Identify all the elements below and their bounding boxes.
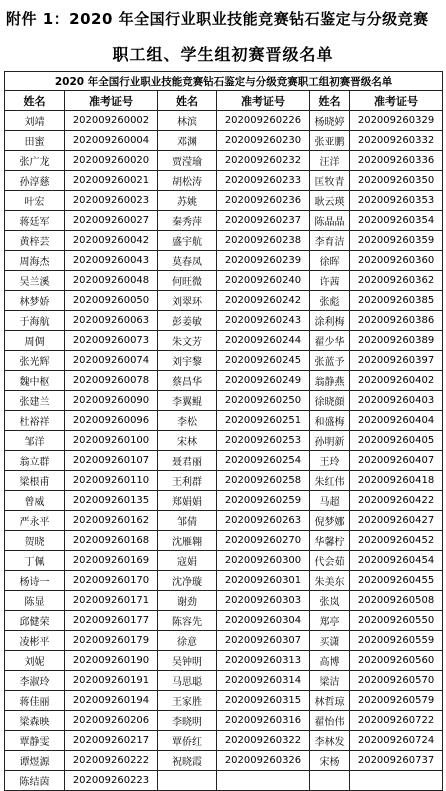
cell-exam-id: 202009260313: [217, 651, 310, 671]
table-row: [5, 511, 443, 531]
cell-name: 周海杰: [5, 251, 65, 271]
cell-exam-id: 202009260240: [217, 271, 310, 291]
column-header-name: 姓名: [5, 91, 65, 111]
cell-exam-id: 202009260242: [217, 291, 310, 311]
cell-name: 张广龙: [5, 151, 65, 171]
cell-name: 涂利梅: [310, 311, 350, 331]
cell-exam-id: 202009260110: [65, 471, 158, 491]
cell-exam-id: 202009260243: [217, 311, 310, 331]
table-row: [5, 611, 443, 631]
cell-exam-id: 202009260737: [350, 751, 443, 771]
cell-name: 陈显: [5, 591, 65, 611]
cell-exam-id: 202009260253: [217, 431, 310, 451]
cell-exam-id: 202009260232: [217, 151, 310, 171]
cell-exam-id: 202009260027: [65, 211, 158, 231]
table-row: [5, 211, 443, 231]
cell-name: 代会茹: [310, 551, 350, 571]
cell-name: 孙淳慈: [5, 171, 65, 191]
column-header-exam-id: 准考证号: [65, 91, 158, 111]
column-header-exam-id: 准考证号: [217, 91, 310, 111]
cell-exam-id: 202009260454: [350, 551, 443, 571]
cell-exam-id: 202009260570: [350, 671, 443, 691]
cell-name: 许茜: [310, 271, 350, 291]
cell-exam-id: 202009260397: [350, 351, 443, 371]
document-heading: 附件 1：2020 年全国行业职业技能竞赛钻石鉴定与分级竞赛: [6, 10, 429, 28]
cell-exam-id: 202009260171: [65, 591, 158, 611]
cell-name: 徐晖: [310, 251, 350, 271]
cell-name: 杜裕祥: [5, 411, 65, 431]
table-row: [5, 451, 443, 471]
table-row: [5, 691, 443, 711]
table-row: [5, 351, 443, 371]
cell-name: 凌彬平: [5, 631, 65, 651]
document-subheading: 职工组、学生组初赛晋级名单: [112, 45, 334, 64]
cell-exam-id: 202009260169: [65, 551, 158, 571]
table-row: [5, 371, 443, 391]
cell-exam-id: 202009260579: [350, 691, 443, 711]
cell-exam-id: 202009260362: [350, 271, 443, 291]
cell-name: 陈晶晶: [310, 211, 350, 231]
cell-name: 李翼鲲: [158, 391, 217, 411]
cell-exam-id: 202009260560: [350, 651, 443, 671]
cell-name: 叶宏: [5, 191, 65, 211]
cell-exam-id: 202009260315: [217, 691, 310, 711]
cell-exam-id: 202009260550: [350, 611, 443, 631]
cell-name: 汪洋: [310, 151, 350, 171]
cell-exam-id: 202009260217: [65, 731, 158, 751]
cell-name: 曾威: [5, 491, 65, 511]
table-row: [5, 711, 443, 731]
cell-name: 何旺微: [158, 271, 217, 291]
cell-exam-id: 202009260350: [350, 171, 443, 191]
cell-exam-id: 202009260074: [65, 351, 158, 371]
cell-exam-id: 202009260191: [65, 671, 158, 691]
table-row: [5, 771, 443, 791]
cell-name: 梁根甫: [5, 471, 65, 491]
cell-name: 郑娟娟: [158, 491, 217, 511]
cell-name: 王玲: [310, 451, 350, 471]
cell-exam-id: 202009260023: [65, 191, 158, 211]
cell-name: 翟怡伟: [310, 711, 350, 731]
cell-exam-id: [217, 771, 310, 791]
cell-exam-id: 202009260168: [65, 531, 158, 551]
table-header-row: [5, 91, 443, 111]
table-row: [5, 331, 443, 351]
cell-exam-id: 202009260073: [65, 331, 158, 351]
cell-exam-id: 202009260179: [65, 631, 158, 651]
cell-name: 李松: [158, 411, 217, 431]
cell-name: 翁静燕: [310, 371, 350, 391]
table-body: [5, 111, 443, 791]
table-row: [5, 531, 443, 551]
cell-exam-id: 202009260043: [65, 251, 158, 271]
cell-exam-id: 202009260190: [65, 651, 158, 671]
cell-exam-id: 202009260249: [217, 371, 310, 391]
cell-exam-id: 202009260385: [350, 291, 443, 311]
cell-exam-id: 202009260422: [350, 491, 443, 511]
cell-exam-id: [350, 771, 443, 791]
table-row: [5, 671, 443, 691]
cell-name: 李林发: [310, 731, 350, 751]
cell-name: 莫春凤: [158, 251, 217, 271]
cell-name: 耿云瑛: [310, 191, 350, 211]
cell-exam-id: 202009260021: [65, 171, 158, 191]
cell-exam-id: 202009260314: [217, 671, 310, 691]
cell-exam-id: 202009260170: [65, 571, 158, 591]
cell-name: 秦秀萍: [158, 211, 217, 231]
cell-name: 田蜜: [5, 131, 65, 151]
cell-exam-id: 202009260455: [350, 571, 443, 591]
cell-name: 丁佩: [5, 551, 65, 571]
table-row: [5, 251, 443, 271]
cell-exam-id: 202009260107: [65, 451, 158, 471]
cell-exam-id: 202009260389: [350, 331, 443, 351]
cell-name: 张亚鹏: [310, 131, 350, 151]
table-row: [5, 411, 443, 431]
cell-exam-id: 202009260090: [65, 391, 158, 411]
cell-exam-id: 202009260258: [217, 471, 310, 491]
cell-name: 朱文芳: [158, 331, 217, 351]
cell-exam-id: 202009260332: [350, 131, 443, 151]
cell-exam-id: 202009260359: [350, 231, 443, 251]
cell-exam-id: 202009260233: [217, 171, 310, 191]
table-row: [5, 391, 443, 411]
cell-exam-id: 202009260177: [65, 611, 158, 631]
cell-name: 徐意: [158, 631, 217, 651]
column-header-exam-id: 准考证号: [350, 91, 443, 111]
cell-name: 黄梓芸: [5, 231, 65, 251]
cell-name: 张建兰: [5, 391, 65, 411]
cell-name: 于海航: [5, 311, 65, 331]
cell-exam-id: 202009260307: [217, 631, 310, 651]
cell-name: 匡牧青: [310, 171, 350, 191]
table-row: [5, 131, 443, 151]
cell-exam-id: 202009260239: [217, 251, 310, 271]
cell-exam-id: 202009260386: [350, 311, 443, 331]
cell-name: 宋杨: [310, 751, 350, 771]
cell-exam-id: 202009260063: [65, 311, 158, 331]
cell-exam-id: 202009260404: [350, 411, 443, 431]
cell-name: 陈结茵: [5, 771, 65, 791]
table-row: [5, 171, 443, 191]
cell-exam-id: 202009260508: [350, 591, 443, 611]
cell-name: 贺晓: [5, 531, 65, 551]
cell-name: 陈容先: [158, 611, 217, 631]
cell-exam-id: 202009260304: [217, 611, 310, 631]
cell-name: 郑亭: [310, 611, 350, 631]
cell-name: 刘宇黎: [158, 351, 217, 371]
cell-exam-id: 202009260405: [350, 431, 443, 451]
cell-name: 王利群: [158, 471, 217, 491]
table-row: [5, 111, 443, 131]
cell-exam-id: 202009260162: [65, 511, 158, 531]
cell-exam-id: 202009260002: [65, 111, 158, 131]
table-row: [5, 231, 443, 251]
cell-name: 李晓明: [158, 711, 217, 731]
cell-name: 严永平: [5, 511, 65, 531]
cell-name: 祝晓霞: [158, 751, 217, 771]
cell-name: 谢劲: [158, 591, 217, 611]
cell-name: 邱健荣: [5, 611, 65, 631]
cell-exam-id: 202009260250: [217, 391, 310, 411]
cell-name: 朱红伟: [310, 471, 350, 491]
cell-name: 张彪: [310, 291, 350, 311]
cell-exam-id: 202009260360: [350, 251, 443, 271]
cell-name: [310, 771, 350, 791]
cell-exam-id: 202009260724: [350, 731, 443, 751]
cell-name: 杨诗一: [5, 571, 65, 591]
cell-exam-id: 202009260004: [65, 131, 158, 151]
cell-name: 刘靖: [5, 111, 65, 131]
cell-exam-id: 202009260100: [65, 431, 158, 451]
cell-name: 宋林: [158, 431, 217, 451]
cell-name: 魏中枢: [5, 371, 65, 391]
cell-exam-id: 202009260259: [217, 491, 310, 511]
cell-exam-id: 202009260418: [350, 471, 443, 491]
cell-name: 盛宇航: [158, 231, 217, 251]
cell-exam-id: 202009260245: [217, 351, 310, 371]
cell-name: 寇娟: [158, 551, 217, 571]
cell-name: 周倜: [5, 331, 65, 351]
cell-exam-id: 202009260096: [65, 411, 158, 431]
cell-name: 买潇: [310, 631, 350, 651]
table-row: [5, 571, 443, 591]
cell-name: 王家胜: [158, 691, 217, 711]
cell-exam-id: 202009260020: [65, 151, 158, 171]
cell-name: 贾滢瑜: [158, 151, 217, 171]
cell-exam-id: 202009260206: [65, 711, 158, 731]
cell-exam-id: 202009260316: [217, 711, 310, 731]
cell-name: 聂君丽: [158, 451, 217, 471]
cell-exam-id: 202009260270: [217, 531, 310, 551]
cell-name: 吴钟明: [158, 651, 217, 671]
cell-exam-id: 202009260230: [217, 131, 310, 151]
cell-name: 高博: [310, 651, 350, 671]
table-row: [5, 431, 443, 451]
table-row: [5, 731, 443, 751]
table-row: [5, 291, 443, 311]
cell-name: 李育洁: [310, 231, 350, 251]
cell-exam-id: 202009260222: [65, 751, 158, 771]
cell-name: 倪梦娜: [310, 511, 350, 531]
cell-name: 徐晓顔: [310, 391, 350, 411]
cell-exam-id: 202009260226: [217, 111, 310, 131]
cell-exam-id: 202009260722: [350, 711, 443, 731]
cell-name: 翟少华: [310, 331, 350, 351]
cell-name: [158, 771, 217, 791]
cell-name: 梁洁: [310, 671, 350, 691]
table-row: [5, 651, 443, 671]
table-row: [5, 751, 443, 771]
cell-name: 朱美东: [310, 571, 350, 591]
cell-exam-id: 202009260322: [217, 731, 310, 751]
cell-name: 梁森映: [5, 711, 65, 731]
table-row: [5, 151, 443, 171]
cell-name: 吴兰溪: [5, 271, 65, 291]
cell-name: 覃侨红: [158, 731, 217, 751]
cell-name: 蔡昌华: [158, 371, 217, 391]
cell-exam-id: 202009260135: [65, 491, 158, 511]
table-row: [5, 191, 443, 211]
cell-exam-id: 202009260078: [65, 371, 158, 391]
column-header-name: 姓名: [158, 91, 217, 111]
cell-name: 沈雁翱: [158, 531, 217, 551]
cell-name: 孙明新: [310, 431, 350, 451]
cell-exam-id: 202009260559: [350, 631, 443, 651]
table-row: [5, 471, 443, 491]
cell-name: 杨晓婷: [310, 111, 350, 131]
cell-exam-id: 202009260300: [217, 551, 310, 571]
table-row: [5, 631, 443, 651]
cell-name: 邹洋: [5, 431, 65, 451]
cell-exam-id: 202009260452: [350, 531, 443, 551]
cell-name: 林梦娇: [5, 291, 65, 311]
cell-name: 刘翠环: [158, 291, 217, 311]
cell-name: 覃静雯: [5, 731, 65, 751]
cell-name: 马超: [310, 491, 350, 511]
cell-exam-id: 202009260236: [217, 191, 310, 211]
cell-exam-id: 202009260403: [350, 391, 443, 411]
cell-exam-id: 202009260194: [65, 691, 158, 711]
cell-name: 华馨柠: [310, 531, 350, 551]
cell-name: 邹倩: [158, 511, 217, 531]
cell-exam-id: 202009260223: [65, 771, 158, 791]
cell-exam-id: 202009260301: [217, 571, 310, 591]
cell-name: 马思聪: [158, 671, 217, 691]
cell-exam-id: 202009260050: [65, 291, 158, 311]
cell-name: 彭姜敏: [158, 311, 217, 331]
column-header-name: 姓名: [310, 91, 350, 111]
cell-exam-id: 202009260237: [217, 211, 310, 231]
table-row: [5, 551, 443, 571]
cell-name: 林哲琼: [310, 691, 350, 711]
cell-name: 沈净璇: [158, 571, 217, 591]
cell-exam-id: 202009260238: [217, 231, 310, 251]
cell-exam-id: 202009260402: [350, 371, 443, 391]
cell-name: 张光辉: [5, 351, 65, 371]
cell-exam-id: 202009260251: [217, 411, 310, 431]
table-row: [5, 591, 443, 611]
cell-exam-id: 202009260254: [217, 451, 310, 471]
cell-exam-id: 202009260329: [350, 111, 443, 131]
table-row: [5, 311, 443, 331]
cell-exam-id: 202009260407: [350, 451, 443, 471]
cell-name: 胡松涛: [158, 171, 217, 191]
cell-exam-id: 202009260326: [217, 751, 310, 771]
cell-exam-id: 202009260336: [350, 151, 443, 171]
cell-exam-id: 202009260427: [350, 511, 443, 531]
cell-name: 张蓝予: [310, 351, 350, 371]
cell-name: 蒋佳丽: [5, 691, 65, 711]
cell-exam-id: 202009260263: [217, 511, 310, 531]
cell-name: 邓渊: [158, 131, 217, 151]
cell-exam-id: 202009260244: [217, 331, 310, 351]
cell-exam-id: 202009260303: [217, 591, 310, 611]
cell-name: 蒋廷军: [5, 211, 65, 231]
table-title: 2020 年全国行业职业技能竞赛钻石鉴定与分级竞赛职工组初赛晋级名单: [5, 72, 443, 91]
results-table: [4, 71, 443, 791]
cell-exam-id: 202009260048: [65, 271, 158, 291]
cell-name: 谭煜源: [5, 751, 65, 771]
cell-name: 刘妮: [5, 651, 65, 671]
cell-name: 李淑玲: [5, 671, 65, 691]
cell-exam-id: 202009260353: [350, 191, 443, 211]
cell-exam-id: 202009260042: [65, 231, 158, 251]
cell-name: 和盛梅: [310, 411, 350, 431]
cell-name: 林滨: [158, 111, 217, 131]
cell-name: 翁立群: [5, 451, 65, 471]
cell-name: 苏姚: [158, 191, 217, 211]
cell-exam-id: 202009260354: [350, 211, 443, 231]
table-row: [5, 271, 443, 291]
table-row: [5, 491, 443, 511]
cell-name: 张岚: [310, 591, 350, 611]
